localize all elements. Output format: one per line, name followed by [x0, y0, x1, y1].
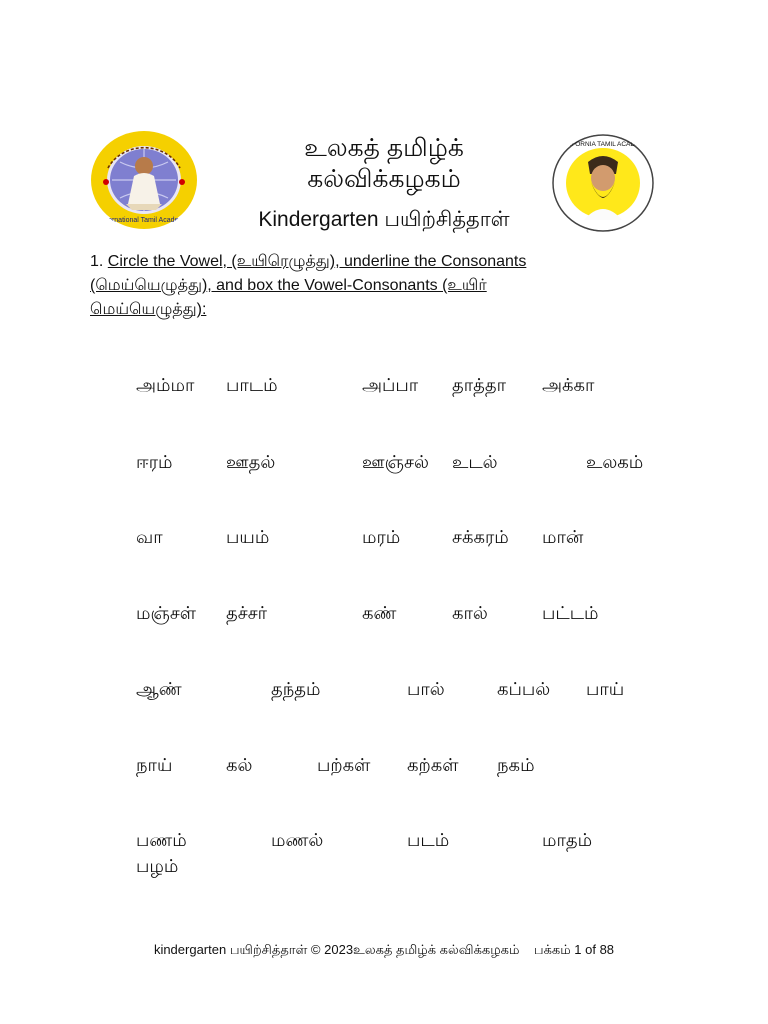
word[interactable]: பாய் — [586, 679, 625, 699]
word[interactable]: பால் — [407, 679, 445, 699]
worksheet-subtitle: Kindergarten பயிற்சித்தாள் — [258, 208, 510, 231]
word[interactable]: பணம் — [136, 830, 187, 850]
word[interactable]: பாடம் — [226, 375, 278, 395]
word[interactable]: கால் — [452, 603, 488, 623]
word[interactable]: பற்கள் — [317, 755, 371, 775]
word[interactable]: வா — [136, 527, 163, 547]
footer-page-number: பக்கம் 1 of 88 — [533, 942, 615, 957]
word[interactable]: கப்பல் — [497, 679, 551, 699]
page-title-line-1: உலகத் தமிழ்க் — [304, 134, 464, 162]
word[interactable]: பழம் — [136, 856, 179, 876]
word[interactable]: தச்சர் — [226, 603, 268, 623]
word[interactable]: உடல் — [452, 452, 498, 472]
word[interactable]: ஆண் — [136, 679, 182, 699]
word[interactable]: ஊஞ்சல் — [362, 452, 429, 472]
word[interactable]: ஈரம் — [136, 452, 173, 472]
page-footer — [0, 941, 768, 959]
instruction-part-1: Circle the Vowel, (உயிரெழுத்து) — [107, 253, 336, 270]
word[interactable]: நகம் — [497, 755, 535, 775]
word[interactable]: கண் — [362, 603, 397, 623]
instruction-part-3: (மெய்யெழுத்து) — [90, 277, 208, 294]
word[interactable]: அப்பா — [362, 375, 419, 395]
word[interactable]: அம்மா — [136, 375, 195, 395]
instruction-part-5: மெய்யெழுத்து): — [90, 301, 207, 318]
word[interactable]: சக்கரம் — [452, 527, 509, 547]
word[interactable]: கற்கள் — [407, 755, 459, 775]
word[interactable]: படம் — [407, 830, 450, 850]
word[interactable]: தாத்தா — [452, 375, 506, 395]
word[interactable]: ஊதல் — [226, 452, 276, 472]
word[interactable]: உலகம் — [586, 452, 644, 472]
word[interactable]: மரம் — [362, 527, 401, 547]
word[interactable]: பயம் — [226, 527, 270, 547]
word[interactable]: மாதம் — [542, 830, 593, 850]
word[interactable]: அக்கா — [542, 375, 595, 395]
instruction-part-4: , and box the Vowel-Consonants (உயிர் — [207, 277, 487, 294]
word[interactable]: பட்டம் — [542, 603, 599, 623]
instruction-part-2: , underline the Consonants — [335, 253, 527, 270]
page-title-line-2: கல்விக்கழகம் — [307, 165, 461, 193]
svg-text:CALIFORNIA TAMIL ACADEMY: CALIFORNIA TAMIL ACADEMY — [556, 141, 650, 148]
word[interactable]: மஞ்சள் — [136, 603, 197, 623]
instruction-text — [90, 250, 610, 322]
word[interactable]: நாய் — [136, 755, 173, 775]
svg-text:International Tamil Academy: International Tamil Academy — [100, 217, 188, 224]
footer-copyright: kindergarten பயிற்சித்தாள் © 2023உலகத் தமிழ்க் கல்விக்கழகம் — [153, 942, 520, 957]
word[interactable]: தந்தம் — [271, 679, 321, 699]
word[interactable]: மான் — [542, 527, 584, 547]
word[interactable]: கல் — [226, 755, 253, 775]
instruction-number: 1. — [90, 253, 104, 270]
word[interactable]: மணல் — [271, 830, 324, 850]
